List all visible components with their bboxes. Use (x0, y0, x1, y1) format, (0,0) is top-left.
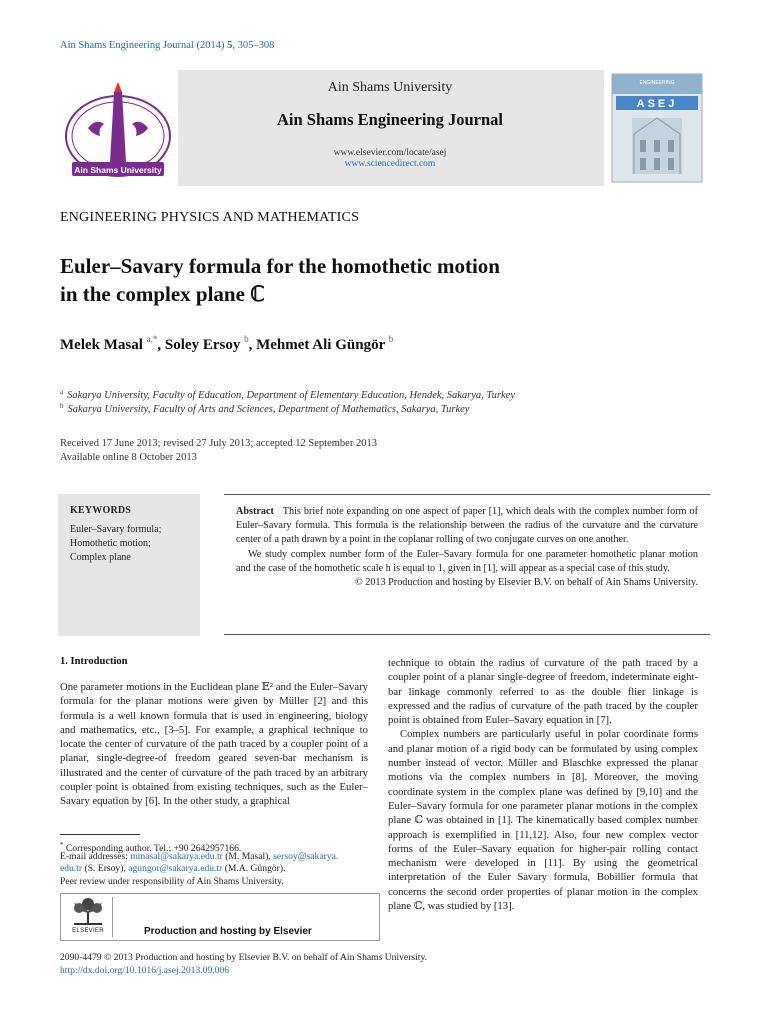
author-list: Melek Masal $^{a,*}$, Soley Ersoy $^b$, Mehmet Ali Güngör $^b$ (60, 334, 394, 353)
elsevier-divider (112, 897, 113, 937)
abstract-paragraph: We study complex number form of the Euler–Savary formula for one parameter homothetic planar motion and the case of the homothetic scale h is equal to 1, given in [1], will appear as a special case of this study. (236, 548, 698, 574)
author-affiliation-link[interactable]: b (244, 334, 249, 344)
elsevier-tree-icon (68, 897, 108, 932)
article-title: Euler–Savary formula for the homothetic motion in the complex plane ℂ (60, 254, 500, 306)
author-affiliation-link[interactable]: b (388, 334, 394, 344)
keyword: Euler–Savary formula; (70, 524, 162, 535)
email-addresses: E-mail addresses: mmasal@sakarya.edu.tr (M. Masal), sersoy@sakarya. (60, 851, 339, 862)
elsevier-hosting-label: Production and hosting by Elsevier (144, 926, 312, 937)
email-link[interactable]: sersoy@sakarya. (273, 851, 339, 862)
body-paragraph: One parameter motions in the Euclidean plane 𝔼² and the Euler–Savary formula for the planar motions were given by Müller [2] and this formula is a well known formula that is used in engineering, biology and mathematics, etc., [3–5]. For example, a graphical technique to locate the center of curvature of the path traced by a coupler point of a planar, single-degree-of freedom geared seven-bar mechanism is illustrated and the center of curvature of the path traced by an arbitrary coupler point is obtained from existing techniques, such as the Euler–Savary equation by [6]. In the other study, a graphical (60, 681, 368, 808)
cover-label: ENGINEERING (639, 80, 675, 86)
abstract-label: Abstract (236, 506, 274, 517)
author-name: Soley Ersoy (164, 337, 245, 353)
university-logo (58, 70, 178, 186)
keywords-heading: KEYWORDS (70, 505, 132, 516)
left-column-text (60, 680, 368, 809)
university-name: Ain Shams University (327, 80, 453, 95)
abstract-top-rule (224, 494, 710, 495)
abstract (236, 505, 698, 590)
journal-reference[interactable]: Ain Shams Engineering Journal (2014) 5, 305–308 (60, 40, 275, 51)
body-paragraph: technique to obtain the radius of curvature of the path traced by a coupler point of a planar single-degree of freedom, indeterminate eight-bar linkage commonly referred to as the double flier linkage is expressed and the radius of curvature of the path traced by the coupler point is obtained from Euler–Savary equation in [7]. (388, 657, 698, 727)
affiliation: $^b$ Sakarya University, Faculty of Arts and Sciences, Department of Mathematics, Sakarya, Turkey (60, 402, 470, 415)
abstract-bottom-rule (224, 634, 710, 635)
abstract-copyright: © 2013 Production and hosting by Elsevier B.V. on behalf of Ain Shams University. (354, 577, 698, 589)
elsevier-wordmark: ELSEVIER (72, 928, 104, 934)
author-name: Melek Masal (60, 337, 147, 353)
sciencedirect-url[interactable]: www.sciencedirect.com (344, 159, 436, 169)
journal-cover (604, 70, 710, 186)
journal-name: Ain Shams Engineering Journal (276, 110, 503, 129)
right-column-text (388, 656, 698, 913)
author-name: Mehmet Ali Güngör (256, 337, 389, 353)
email-link[interactable]: edu.tr (60, 863, 83, 874)
doi-link[interactable]: http://dx.doi.org/10.1016/j.asej.2013.09.006 (60, 965, 230, 976)
introduction-heading: 1. Introduction (60, 656, 128, 667)
email-addresses-continued: edu.tr (S. Ersoy), agungor@sakarya.edu.tr (M.A. Güngör). (60, 863, 286, 874)
issn-line: 2090-4479 © 2013 Production and hosting by Elsevier B.V. on behalf of Ain Shams University. (60, 952, 428, 963)
body-paragraph: Complex numbers are particularly useful in polar coordinate forms and planar motion of a rigid body can be formulated by using complex number instead of vector. Müller and Blaschke expressed the planar motions via the complex numbers in [8]. Moreover, the moving coordinate system in the complex plane was defined by [9,10] and the Euler–Savary formula for one parameter planar motions in the complex plane ℂ was obtained in [1]. The kinematically based complex number approach is exemplified in [11,12]. Also, four new complex vector forms of the Euler–Savary equation for higher-pair rolling contact mechanism were developed in [11]. By using the geometrical interpretation of the Euler Savary formula, Bobillier formula that concerns the second order properties of planar motion in the complex plane ℂ, was studied by [13]. (388, 728, 698, 913)
peer-review-note: Peer review under responsibility of Ain Shams University. (60, 876, 284, 887)
section-heading: ENGINEERING PHYSICS AND MATHEMATICS (60, 210, 360, 225)
abstract-paragraph: This brief note expanding on one aspect of paper [1], which deals with the complex number form of Euler–Savary formula. This formula is the relationship between the radius of the curvature and the curvature center of a path drawn by a point in the coplanar rolling of two conjugate curves on one another. (236, 506, 698, 546)
email-link[interactable]: agungor@sakarya.edu.tr (128, 863, 223, 874)
received-dates: Received 17 June 2013; revised 27 July 2013; accepted 12 September 2013 (60, 438, 377, 449)
corresponding-author: * Corresponding author. Tel.: +90 2642957166. (60, 841, 242, 854)
author-affiliation-link[interactable]: a,* (146, 334, 158, 344)
online-date: Available online 8 October 2013 (60, 452, 197, 463)
keyword: Homothetic motion; (70, 538, 151, 549)
footnote-rule (60, 834, 140, 835)
keyword: Complex plane (70, 552, 131, 563)
email-link[interactable]: mmasal@sakarya.edu.tr (130, 851, 223, 862)
logo-caption: Ain Shams University (74, 165, 162, 175)
journal-url[interactable]: www.elsevier.com/locate/asej (333, 148, 447, 158)
cover-title: ASEJ (636, 98, 678, 110)
affiliation: $^a$ Sakarya University, Faculty of Education, Department of Elementary Education, Hendek, Sakarya, Turkey (60, 388, 515, 401)
